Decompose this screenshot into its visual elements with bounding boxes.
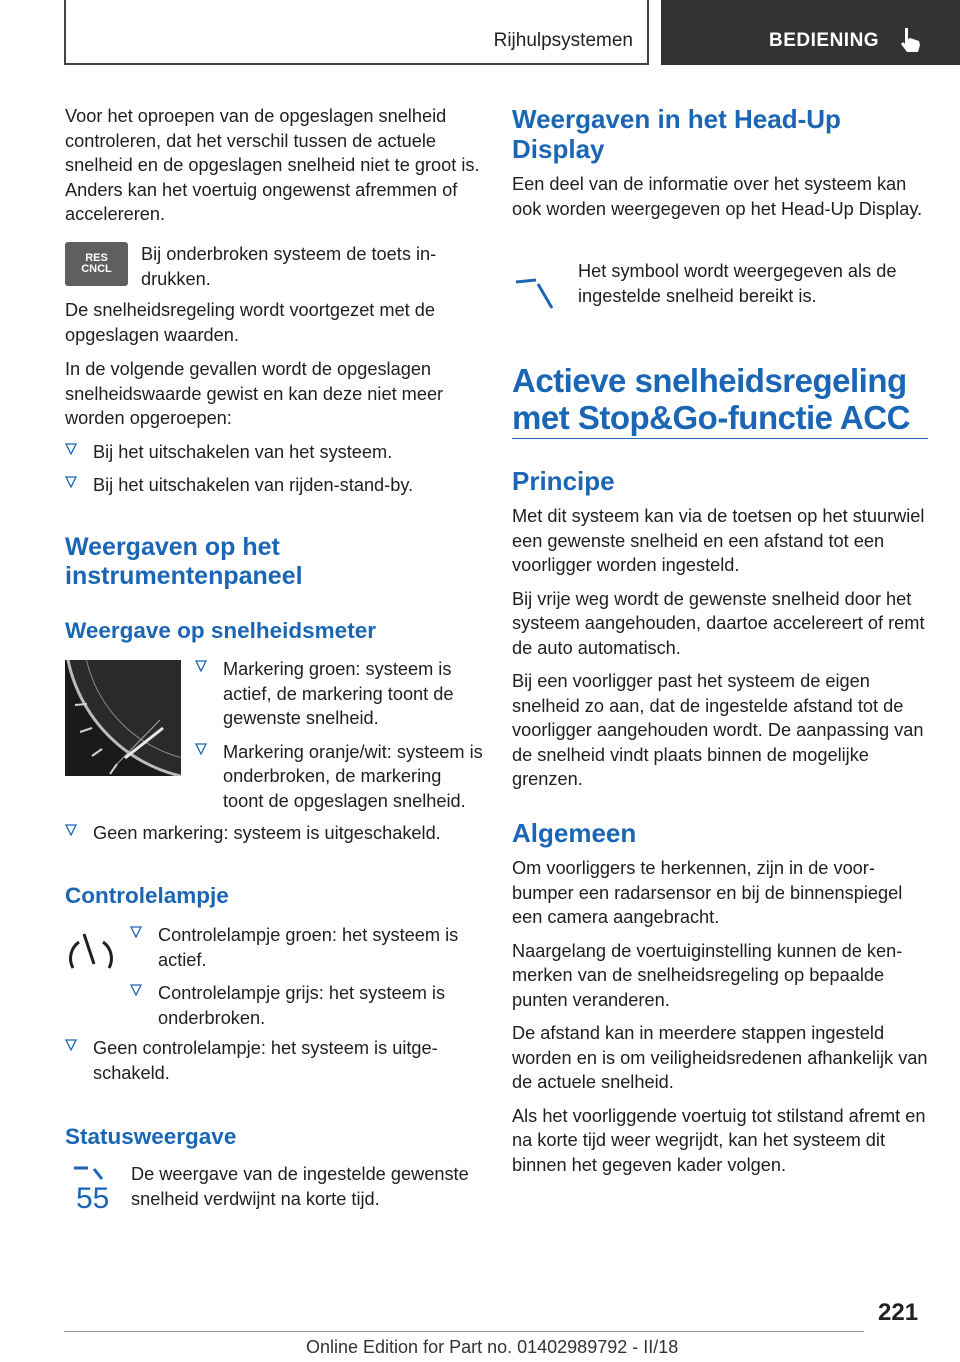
triangle-bullet-icon [65,1039,77,1051]
heading-acc: Actieve snelheidsregeling met Stop&Go-functie ACC [512,362,910,436]
res-instruction [141,242,481,300]
paragraph: In de volgende gevallen wordt de opgeslagen snelheidswaarde gewist en kan deze niet meer worden opgeroepen: [65,359,444,428]
res-cncl-button-icon [65,242,128,286]
principle-text [512,504,928,801]
general-text [512,856,928,1186]
heading-principle: Principe [512,466,615,496]
list-item-text: Bij het uitschakelen van rijden-stand-by. [93,475,414,495]
status-speed-value: 55 [76,1182,110,1215]
lamp-list [130,923,485,1039]
list-item-text: Geen markering: systeem is uitgeschakeld. [93,823,441,843]
list-item-text: Controlelampje groen: het systeem is actief. [158,925,459,970]
list-item-text: Geen controlelampje: het systeem is uitgeschakeld. [93,1038,438,1083]
left-block-2 [65,298,483,507]
paragraph: Bij een voorligger past het systeem de eigen snelheid zo aan, dat de ingestelde afstand tot de voorligger aangehouden wordt. De aanpassing van de snelheid vindt plaats binnen de mogelijke grenzen. [512,671,924,789]
list-item [130,981,485,1030]
triangle-bullet-icon [130,926,142,938]
paragraph: Bij vrije weg wordt de gewenste snelheid door het systeem aangehouden, daartoe accelereert of remt de auto automatisch. [512,588,925,658]
list-item-text: Controlelampje grijs: het systeem is onderbroken. [158,983,446,1028]
no-lamp-list [65,1036,483,1094]
heading-indicator-lamp: Controlelampje [65,883,229,908]
list-item [65,821,483,846]
header-chapter-tab [661,0,960,65]
list-item-text: Markering oranje/wit: systeem is onderbroken, de markering toont de opgeslagen snelheid. [223,741,483,811]
list-item [65,473,483,498]
paragraph: De weergave van de ingestelde gewenste snelheid verdwijnt na korte tijd. [131,1164,469,1209]
heading-speedometer: Weergave op snelheidsmeter [65,618,376,643]
triangle-bullet-icon [195,660,207,672]
speedometer-list [195,657,485,822]
paragraph: Om voorliggers te herkennen, zijn in de voorbumper een radarsensor en bij de binnenspiegel een camera aangebracht. [512,858,903,927]
heading-instrument-panel: Weergaven op het instrumentenpaneel [65,533,303,590]
edition-line: Online Edition for Part no. 01402989792 - II/18 [306,1337,679,1357]
list-item-text: Markering groen: systeem is actief, de markering toont de gewenste snelheid. [223,659,454,728]
triangle-bullet-icon [65,476,77,488]
triangle-bullet-icon [130,984,142,996]
res-cncl-label: RES CNCL [81,252,112,275]
no-marker-list [65,821,483,855]
hud-intro [512,172,927,230]
triangle-bullet-icon [65,824,77,836]
paragraph: De snelheidsregeling wordt voortgezet met de opgeslagen waarden. [65,300,436,345]
list-item [195,740,485,814]
paragraph: Met dit systeem kan via de toetsen op het stuurwiel een gewenste snelheid en een afstand tot een voorligger worden ingesteld. [512,506,925,575]
paragraph: Voor het oproepen van de opgeslagen snelheid controleren, dat het verschil tussen de actuele snelheid en de opgeslagen snelheid niet te groot is. Anders kan het voertuig ongewenst afremmen of accelereren. [65,106,480,224]
heading-status-display: Statusweergave [65,1124,237,1149]
list-item [130,923,485,972]
footer-divider [64,1331,864,1332]
triangle-bullet-icon [195,743,207,755]
paragraph: Het symbool wordt weergegeven als de ingestelde snelheid bereikt is. [578,261,897,306]
paragraph: De afstand kan in meerdere stappen ingesteld worden en is om veiligheidsredenen afhankelijk van de actuele snelheid. [512,1023,928,1092]
list-item-text: Bij het uitschakelen van het systeem. [93,441,393,462]
status-text [131,1162,483,1220]
status-speed-icon [72,1165,122,1217]
pointing-hand-icon [898,26,924,54]
triangle-bullet-icon [65,443,77,455]
header-chapter-label: BEDIENING [769,30,880,51]
cruise-control-lamp-icon [67,928,115,976]
paragraph: Naargelang de voertuiginstelling kunnen de kenmerken van de snelheidsregeling op bepaalde punten veranderen. [512,940,903,1010]
heading-head-up-display: Weergaven in het Head-Up Display [512,104,841,164]
heading-underline [512,438,928,439]
paragraph: Als het voorliggende voertuig tot stilstand afremt en na korte tijd weer wegrijdt, kan het systeem dit binnen het gegeven kader volgen. [512,1105,926,1175]
paragraph: Bij onderbroken systeem de toets indrukken. [141,244,437,289]
paragraph: Een deel van de informatie over het systeem kan ook worden weergegeven op het Head-Up Display. [512,174,923,219]
heading-general: Algemeen [512,818,637,848]
speed-marker-icon [72,1165,112,1181]
left-column [65,104,483,236]
list-item [65,440,483,465]
list-item [65,1036,483,1085]
list-item [195,657,485,731]
hud-speed-reached-icon [514,268,562,312]
header-section-tab [64,0,649,65]
page-number: 221 [878,1299,919,1326]
hud-symbol-text [578,259,928,317]
header-section-label: Rijhulpsystemen [493,30,633,51]
speedometer-image [65,660,181,776]
